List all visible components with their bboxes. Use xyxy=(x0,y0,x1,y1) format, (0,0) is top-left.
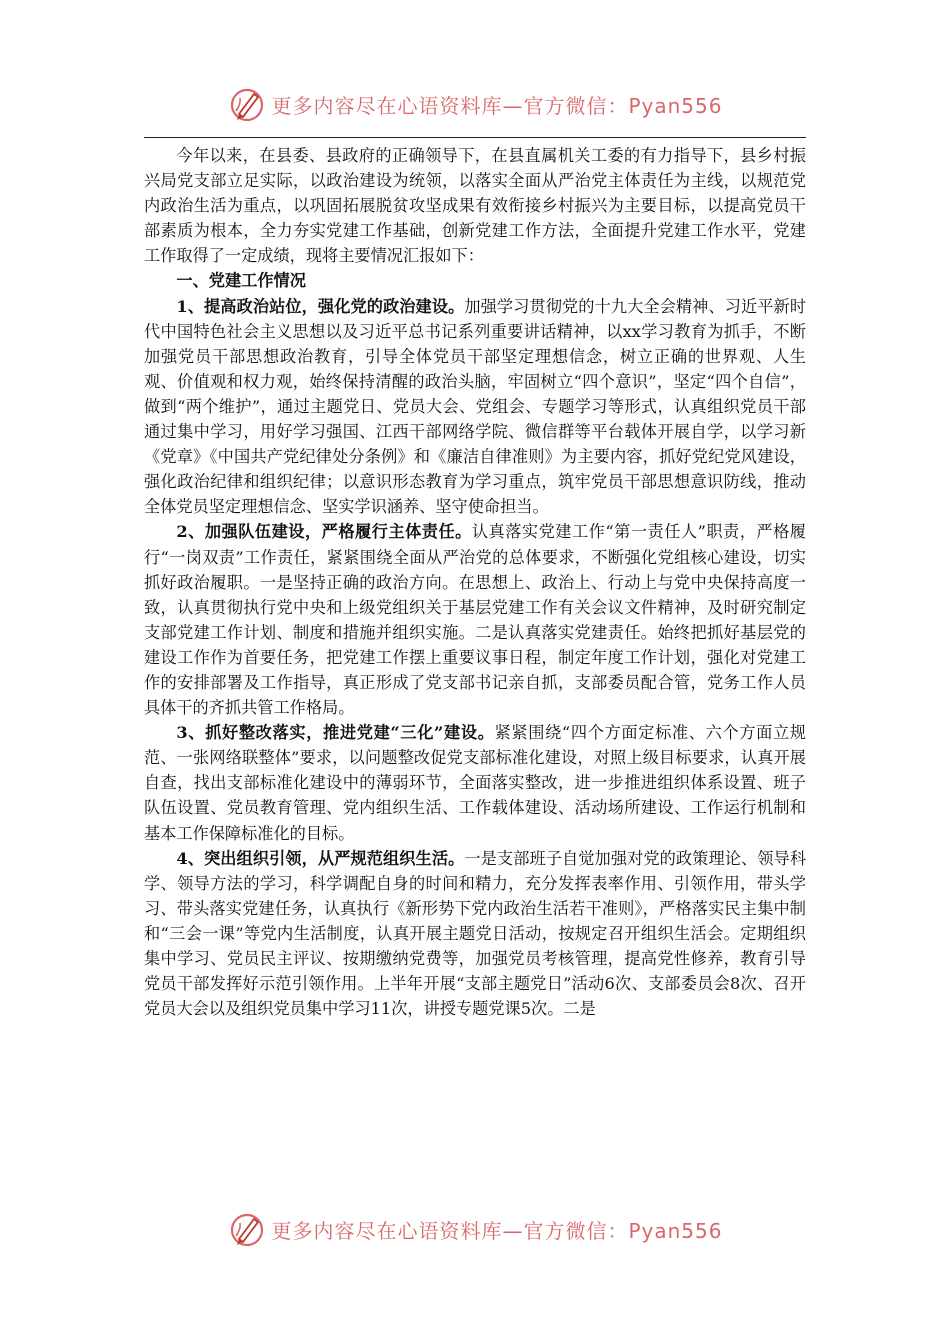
item-paragraph-4 xyxy=(144,846,806,1022)
footer-banner-content xyxy=(227,1209,722,1249)
item-title-3: 3、抓好整改落实，推进党建“三化”建设。 xyxy=(176,723,495,743)
item-title-1: 1、提高政治站位，强化党的政治建设。 xyxy=(176,296,465,316)
header-banner xyxy=(0,80,950,128)
header-banner-content xyxy=(227,84,722,124)
pen-writing-icon xyxy=(227,1209,267,1249)
item-title-4: 4、突出组织引领，从严规范组织生活。 xyxy=(176,848,465,868)
item-body-2: 认真落实党建工作“第一责任人”职责，严格履行“一岗双责”工作责任，紧紧围绕全面从严治党的总体要求，不断强化党组核心建设，切实抓好政治履职。一是坚持正确的政治方向。在思想上、政治上、行动上与党中央保持高度一致，认真贯彻执行党中央和上级党组织关于基层党建工作有关会议文件精神，及时研究制定支部党建工作计划、制度和措施并组织实施。二是认真落实党建责任。始终把抓好基层党的建设工作作为首要任务，把党建工作摆上重要议事日程，制定年度工作计划，强化对党建工作的安排部署及工作指导，真正形成了党支部书记亲自抓，支部委员配合管，党务工作人员具体干的齐抓共管工作格局。 xyxy=(144,522,806,718)
pen-writing-icon xyxy=(227,84,267,124)
item-body-1: 加强学习贯彻党的十九大全会精神、习近平新时代中国特色社会主义思想以及习近平总书记系列重要讲话精神，以xx学习教育为抓手，不断加强党员干部思想政治教育，引导全体党员干部坚定理想信念，树立正确的世界观、人生观、价值观和权力观，始终保持清醒的政治头脑，牢固树立“四个意识”，坚定“四个自信”，做到“两个维护”，通过主题党日、党员大会、党组会、专题学习等形式，认真组织党员干部通过集中学习，用好学习强国、江西干部网络学院、微信群等平台载体开展自学，以学习新《党章》《中国共产党纪律处分条例》和《廉洁自律准则》为主要内容，抓好党纪党风建设，强化政治纪律和组织纪律；以意识形态教育为学习重点，筑牢党员干部思想意识防线，推动全体党员坚定理想信念、坚实学识涵养、坚守使命担当。 xyxy=(144,296,807,517)
footer-banner xyxy=(0,1205,950,1253)
header-divider xyxy=(144,137,806,138)
section-heading: 一、党建工作情况 xyxy=(176,271,306,291)
intro-paragraph: 今年以来，在县委、县政府的正确领导下，在县直属机关工委的有力指导下，县乡村振兴局党支部立足实际，以政治建设为统领，以落实全面从严治党主体责任为主线，以规范党内政治生活为重点，以巩固拓展脱贫攻坚成果有效衔接乡村振兴为主要目标，以提高党员干部素质为根本，全力夯实党建工作基础，创新党建工作方法，全面提升党建工作水平，党建工作取得了一定成绩，现将主要情况汇报如下： xyxy=(144,146,806,266)
item-title-2: 2、加强队伍建设，严格履行主体责任。 xyxy=(176,522,472,542)
footer-banner-text: 更多内容尽在心语资料库—官方微信：Pyan556 xyxy=(271,1218,723,1243)
document-body xyxy=(144,143,806,1021)
item-paragraph-2 xyxy=(144,519,806,720)
item-body-4: 一是支部班子自觉加强对党的政策理论、领导科学、领导方法的学习，科学调配自身的时间和精力，充分发挥表率作用、引领作用，带头学习、带头落实党建任务，认真执行《新形势下党内政治生活若干准则》，严格落实民主集中制和“三会一课”等党内生活制度，认真开展主题党日活动，按规定召开组织生活会。定期组织集中学习、党员民主评议、按期缴纳党费等，加强党员考核管理，提高党性修养，教育引导党员干部发挥好示范引领作用。上半年开展“支部主题党日”活动6次、支部委员会8次、召开党员大会以及组织党员集中学习11次，讲授专题党课5次。二是 xyxy=(144,848,807,1019)
item-body-3: 紧紧围绕“四个方面定标准、六个方面立规范、一张网络联整体”要求，以问题整改促党支部标准化建设，对照上级目标要求，认真开展自查，找出支部标准化建设中的薄弱环节，全面落实整改，进一步推进组织体系设置、班子队伍设置、党员教育管理、党内组织生活、工作载体建设、活动场所建设、工作运行机制和基本工作保障标准化的目标。 xyxy=(144,723,806,843)
header-banner-text: 更多内容尽在心语资料库—官方微信：Pyan556 xyxy=(271,93,723,118)
item-paragraph-3 xyxy=(144,720,806,845)
item-paragraph-1 xyxy=(144,294,806,520)
